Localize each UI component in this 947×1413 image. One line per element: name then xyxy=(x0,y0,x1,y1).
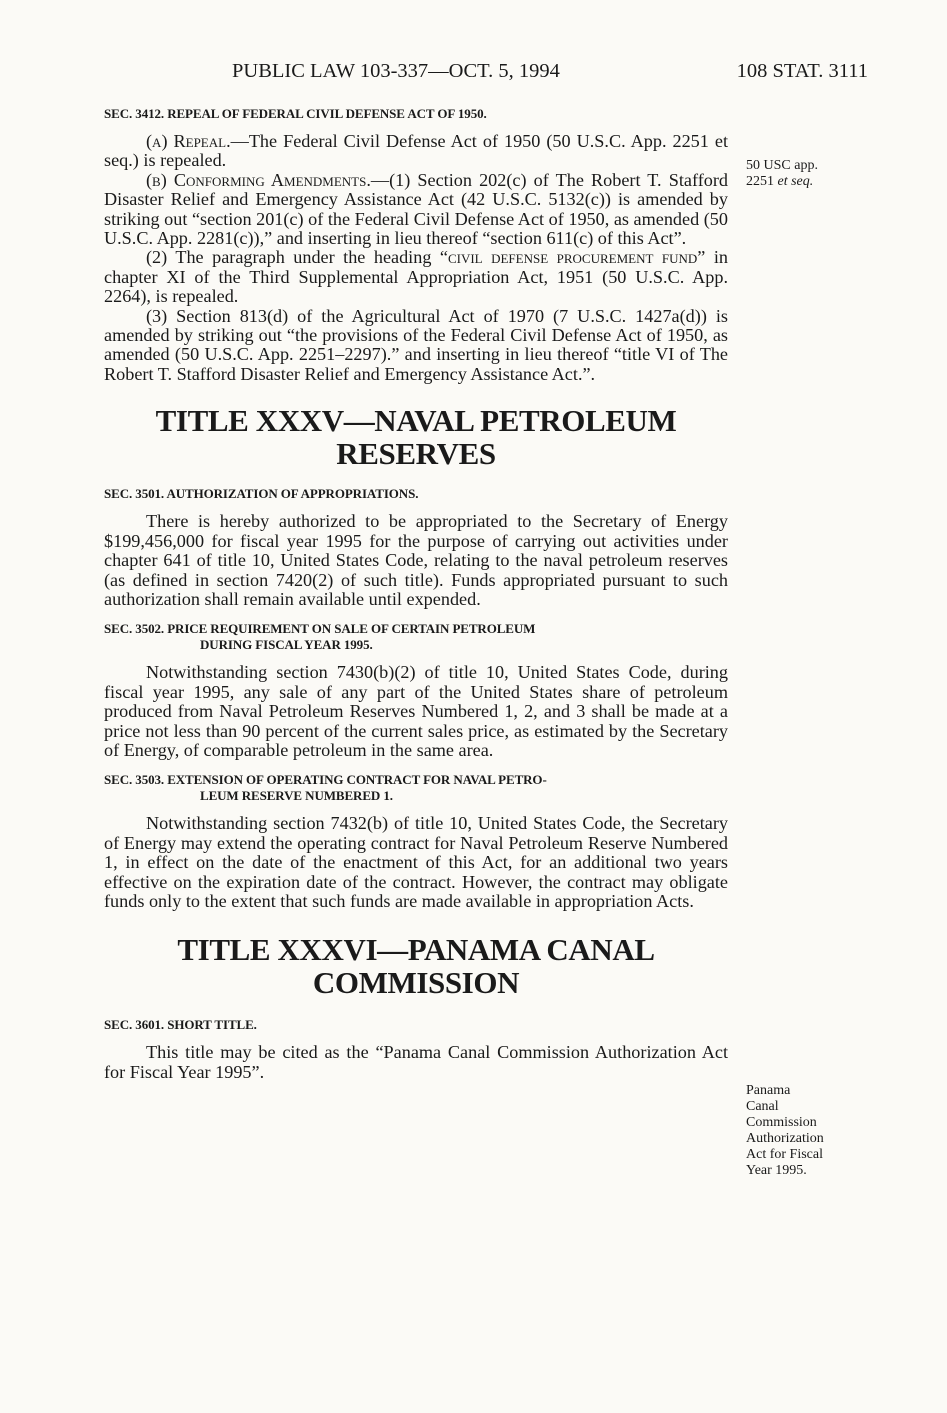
page-header xyxy=(104,60,868,90)
title-xxxvi-heading: TITLE XXXVI—PANAMA CANAL COMMISSION xyxy=(177,932,655,1001)
margin-note-line: Authorization xyxy=(746,1131,824,1146)
margin-note-line: 2251 et seq. xyxy=(746,174,814,189)
margin-note-line: 50 USC app. xyxy=(746,158,818,173)
margin-note-usc xyxy=(746,158,818,190)
paragraph-3503: Notwithstanding section 7432(b) of title 10, United States Code, the Secretary of Energy may extend the operating contract for Naval Petroleum Reserve Numbered 1, in effect on the date of the enactment of this Act, for an additional two years effective on the expiration date of the contract. However, the contract may obligate funds only to the extent that such funds are made available in appropriation Acts. xyxy=(104,813,728,911)
section-heading-3601: SEC. 3601. SHORT TITLE. xyxy=(104,1017,257,1033)
paragraph-3412-a: (a) Repeal.—The Federal Civil Defense Act of 1950 (50 U.S.C. App. 2251 et seq.) is repealed. xyxy=(104,131,728,171)
margin-note-line: Commission xyxy=(746,1115,817,1130)
running-title: PUBLIC LAW 103-337—OCT. 5, 1994 xyxy=(232,60,560,82)
section-heading-3502: SEC. 3502. PRICE REQUIREMENT ON SALE OF CERTAIN PETROLEUM DURING FISCAL YEAR 1995. xyxy=(104,621,536,653)
stat-page-number: 108 STAT. 3111 xyxy=(736,60,868,82)
section-heading-3412: SEC. 3412. REPEAL OF FEDERAL CIVIL DEFENSE ACT OF 1950. xyxy=(104,106,487,121)
margin-note-line: Canal xyxy=(746,1099,779,1114)
paragraph-3601: This title may be cited as the “Panama Canal Commission Authorization Act for Fiscal Year 1995”. xyxy=(104,1042,728,1082)
paragraph-3412-b: (b) Conforming Amendments.—(1) Section 202(c) of The Robert T. Stafford Disaster Relief and Emergency Assistance Act (42 U.S.C. 5132(c)) is amended by striking out “section 201(c) of the Federal Civil Defense Act of 1950, as amended (50 U.S.C. App. 2281(c)),” and inserting in lieu thereof “section 611(c) of this Act”. xyxy=(104,169,728,249)
paragraph-3412-b3: (3) Section 813(d) of the Agricultural Act of 1970 (7 U.S.C. 1427a(d)) is amended by striking out “the provisions of the Federal Civil Defense Act of 1950, as amended (50 U.S.C. App. 2251–2297).” and inserting in lieu thereof “title VI of The Robert T. Stafford Disaster Relief and Emergency Assistance Act.”. xyxy=(104,305,728,384)
margin-note-short-title xyxy=(746,1083,824,1179)
section-heading-3501: SEC. 3501. AUTHORIZATION OF APPROPRIATIONS. xyxy=(104,486,419,502)
margin-note-line: Panama xyxy=(746,1083,791,1098)
section-heading-3503: SEC. 3503. EXTENSION OF OPERATING CONTRACT FOR NAVAL PETRO- LEUM RESERVE NUMBERED 1. xyxy=(104,772,547,804)
margin-note-line: Act for Fiscal xyxy=(746,1147,823,1162)
title-xxxv-heading: TITLE XXXV—NAVAL PETROLEUM RESERVES xyxy=(155,403,677,472)
paragraph-3412-b2: (2) The paragraph under the heading “civil defense procurement fund” in chapter XI of the Third Supplemental Appropriation Act, 1951 (50 U.S.C. App. 2264), is repealed. xyxy=(104,247,728,307)
margin-note-line: Year 1995. xyxy=(746,1163,807,1178)
main-text-column xyxy=(104,106,728,1082)
paragraph-3502: Notwithstanding section 7430(b)(2) of title 10, United States Code, during fiscal year 1995, any sale of any part of the United States share of petroleum produced from Naval Petroleum Reserves Numbered 1, 2, and 3 shall be made at a price not less than 90 percent of the current sales price, as estimated by the Secretary of Energy, of comparable petroleum in the same area. xyxy=(104,662,728,760)
paragraph-3501: There is hereby authorized to be appropriated to the Secretary of Energy $199,456,000 for fiscal year 1995 for the purpose of carrying out activities under chapter 641 of title 10, United States Code, relating to the naval petroleum reserves (as defined in section 7420(2) of such title). Funds appropriated pursuant to such authorization shall remain available until expended. xyxy=(104,511,728,609)
